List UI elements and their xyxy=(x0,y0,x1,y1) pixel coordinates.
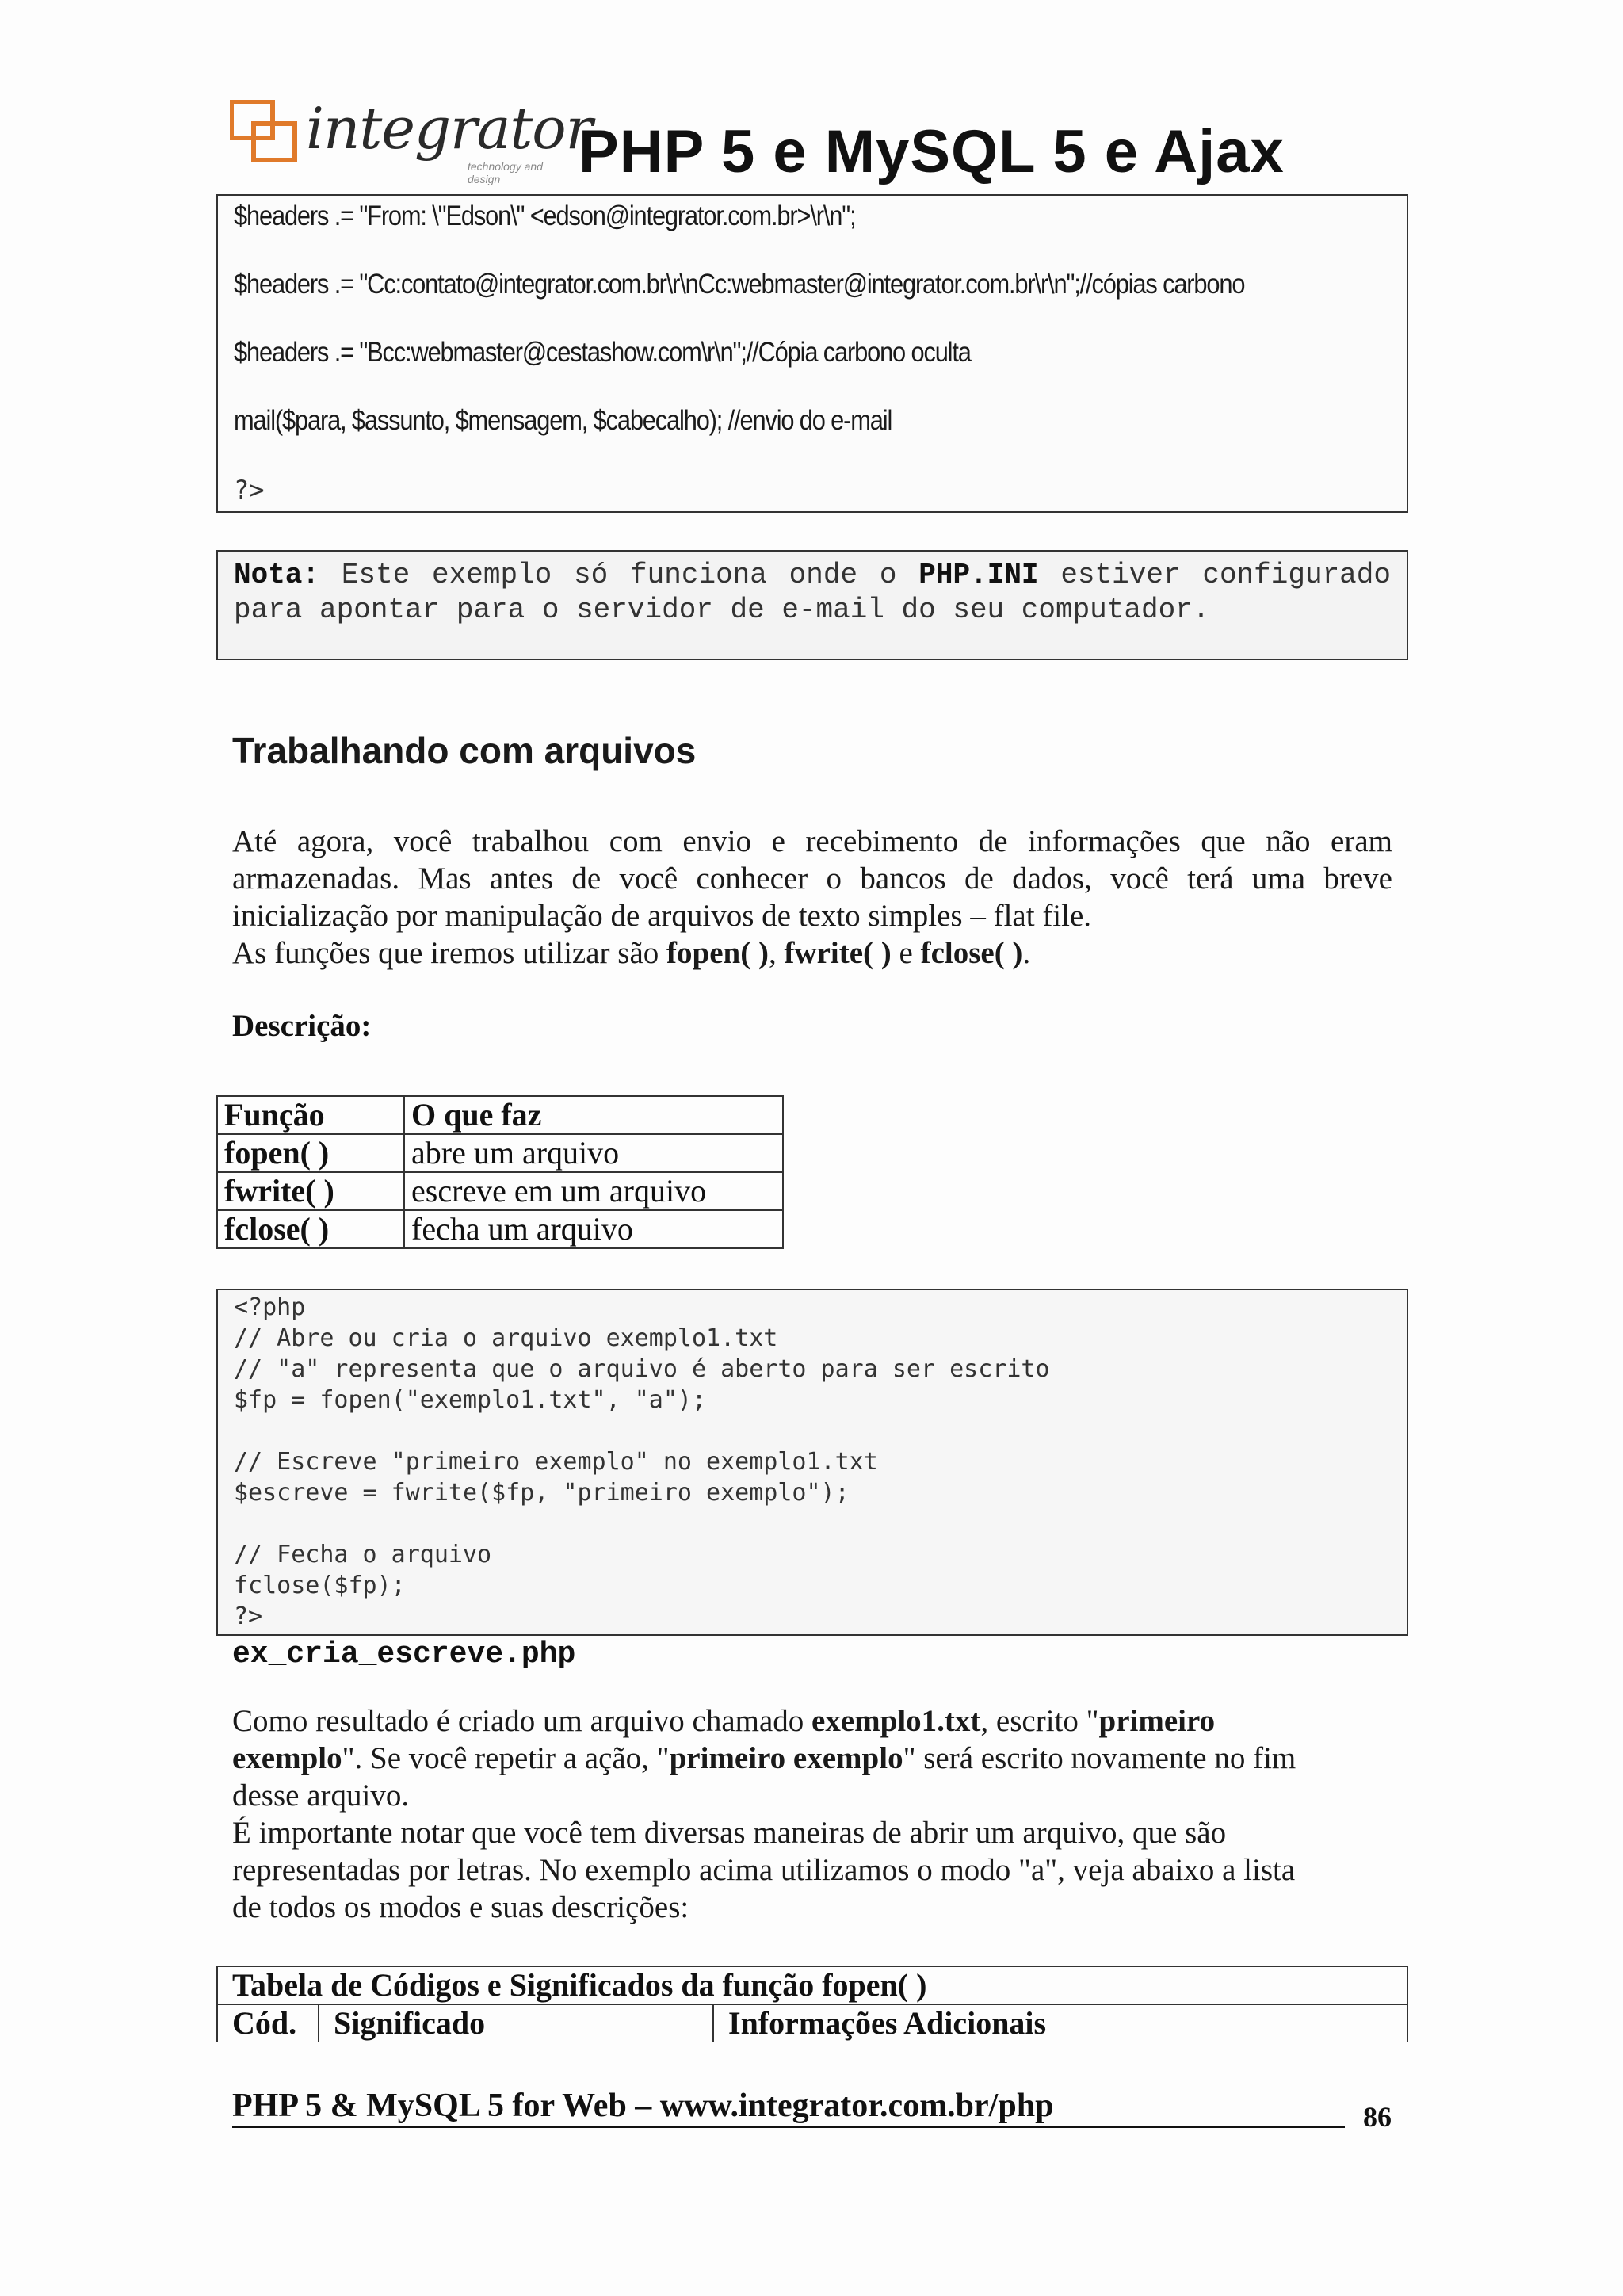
code-filename: ex_cria_escreve.php xyxy=(232,1637,576,1671)
function-name: fwrite( ) xyxy=(784,936,892,970)
code-line: // Fecha o arquivo xyxy=(234,1541,492,1568)
table-cell-description: fecha um arquivo xyxy=(404,1210,783,1248)
text-part: " será escrito novamente no fim xyxy=(903,1741,1296,1775)
code-line: mail($para, $assunto, $mensagem, $cabecalho); //envio do e-mail xyxy=(234,405,892,436)
text-bold: primeiro exemplo xyxy=(669,1741,903,1775)
table-header-cell: Informações Adicionais xyxy=(713,2004,1407,2042)
code-line: $headers .= "From: \"Edson\" <edson@integrator.com.br>\r\n"; xyxy=(234,201,856,231)
note-label: Nota: xyxy=(234,559,320,591)
intro-line: Até agora, você trabalhou com envio e recebimento de informações que não eram xyxy=(232,824,1392,858)
fopen-modes-table xyxy=(216,1966,1408,2042)
table-title: Tabela de Códigos e Significados da função fopen( ) xyxy=(217,1966,1407,2004)
text-part: , escrito " xyxy=(980,1704,1099,1738)
table-title-row xyxy=(217,1966,1407,2004)
code-line: ?> xyxy=(234,1603,263,1630)
table-header-row xyxy=(217,1096,783,1134)
code-block-file-example xyxy=(216,1289,1408,1636)
description-label: Descrição: xyxy=(232,1009,372,1043)
table-row xyxy=(217,1172,783,1210)
table-header-row xyxy=(217,2004,1407,2042)
section-heading: Trabalhando com arquivos xyxy=(232,730,697,771)
code-line: $headers .= "Cc:contato@integrator.com.br\r\nCc:webmaster@integrator.com.br\r\n";//cópias carbono xyxy=(234,269,1245,300)
note-keyword: PHP.INI xyxy=(918,559,1039,591)
result-line xyxy=(232,1740,1392,1777)
functions-sentence xyxy=(232,934,1392,972)
code-block-mail-headers xyxy=(216,194,1408,513)
table-cell-description: escreve em um arquivo xyxy=(404,1172,783,1210)
table-cell-function: fopen( ) xyxy=(217,1134,404,1172)
table-row xyxy=(217,1134,783,1172)
book-title: PHP 5 e MySQL 5 e Ajax xyxy=(579,118,1285,185)
sentence-part: . xyxy=(1022,936,1031,970)
sentence-part: , xyxy=(768,936,785,970)
note-text-part: estiver configurado para apontar para o servidor de e-mail do seu computador. xyxy=(234,559,1391,626)
table-row xyxy=(217,1210,783,1248)
table-cell-function: fclose( ) xyxy=(217,1210,404,1248)
integrator-logo xyxy=(230,94,593,185)
text-part: Como resultado é criado um arquivo chamado xyxy=(232,1704,812,1738)
text-bold: exemplo xyxy=(232,1741,342,1775)
result-line xyxy=(232,1702,1392,1740)
table-header-cell: Função xyxy=(217,1096,404,1134)
code-line: // Abre ou cria o arquivo exemplo1.txt xyxy=(234,1324,778,1352)
result-line: de todos os modos e suas descrições: xyxy=(232,1890,689,1924)
code-line: fclose($fp); xyxy=(234,1572,406,1599)
result-line: É importante notar que você tem diversas maneiras de abrir um arquivo, que são xyxy=(232,1816,1227,1850)
text-part: ". Se você repetir a ação, " xyxy=(342,1741,670,1775)
text-bold: exemplo1.txt xyxy=(812,1704,981,1738)
code-line: $fp = fopen("exemplo1.txt", "a"); xyxy=(234,1386,707,1414)
intro-line: inicialização por manipulação de arquivos de texto simples – flat file. xyxy=(232,899,1092,933)
code-line: $escreve = fwrite($fp, "primeiro exemplo"); xyxy=(234,1479,850,1507)
code-line: <?php xyxy=(234,1293,306,1321)
code-line: ?> xyxy=(234,475,265,505)
sentence-part: As funções que iremos utilizar são xyxy=(232,936,667,970)
function-name: fopen( ) xyxy=(666,936,769,970)
note-box xyxy=(216,550,1408,660)
code-line: $headers .= "Bcc:webmaster@cestashow.com\r\n";//Cópia carbono oculta xyxy=(234,337,971,368)
table-header-cell: Cód. xyxy=(217,2004,319,2042)
note-text-part: Este exemplo só funciona onde o xyxy=(319,559,919,591)
text-bold: primeiro xyxy=(1098,1704,1216,1738)
code-line: // "a" representa que o arquivo é aberto para ser escrito xyxy=(234,1355,1050,1383)
intro-line: armazenadas. Mas antes de você conhecer o bancos de dados, você terá uma breve xyxy=(232,861,1392,896)
table-cell-description: abre um arquivo xyxy=(404,1134,783,1172)
logo-wordmark: integrator xyxy=(306,95,593,162)
logo-squares-icon xyxy=(230,100,301,165)
logo-tagline: technology and design xyxy=(468,160,543,185)
result-line: representadas por letras. No exemplo acima utilizamos o modo "a", veja abaixo a lista xyxy=(232,1853,1296,1887)
footer-text: PHP 5 & MySQL 5 for Web – www.integrator.com.br/php xyxy=(232,2088,1054,2124)
table-cell-function: fwrite( ) xyxy=(217,1172,404,1210)
table-header-cell: Significado xyxy=(319,2004,713,2042)
function-table xyxy=(216,1095,784,1249)
note-text xyxy=(234,558,1391,628)
sentence-part: e xyxy=(891,936,921,970)
result-line: desse arquivo. xyxy=(232,1778,410,1813)
code-line: // Escreve "primeiro exemplo" no exemplo1.txt xyxy=(234,1448,878,1476)
page-number: 86 xyxy=(1363,2101,1392,2133)
function-name: fclose( ) xyxy=(920,936,1023,970)
footer-rule xyxy=(232,2126,1345,2128)
table-header-cell: O que faz xyxy=(404,1096,783,1134)
